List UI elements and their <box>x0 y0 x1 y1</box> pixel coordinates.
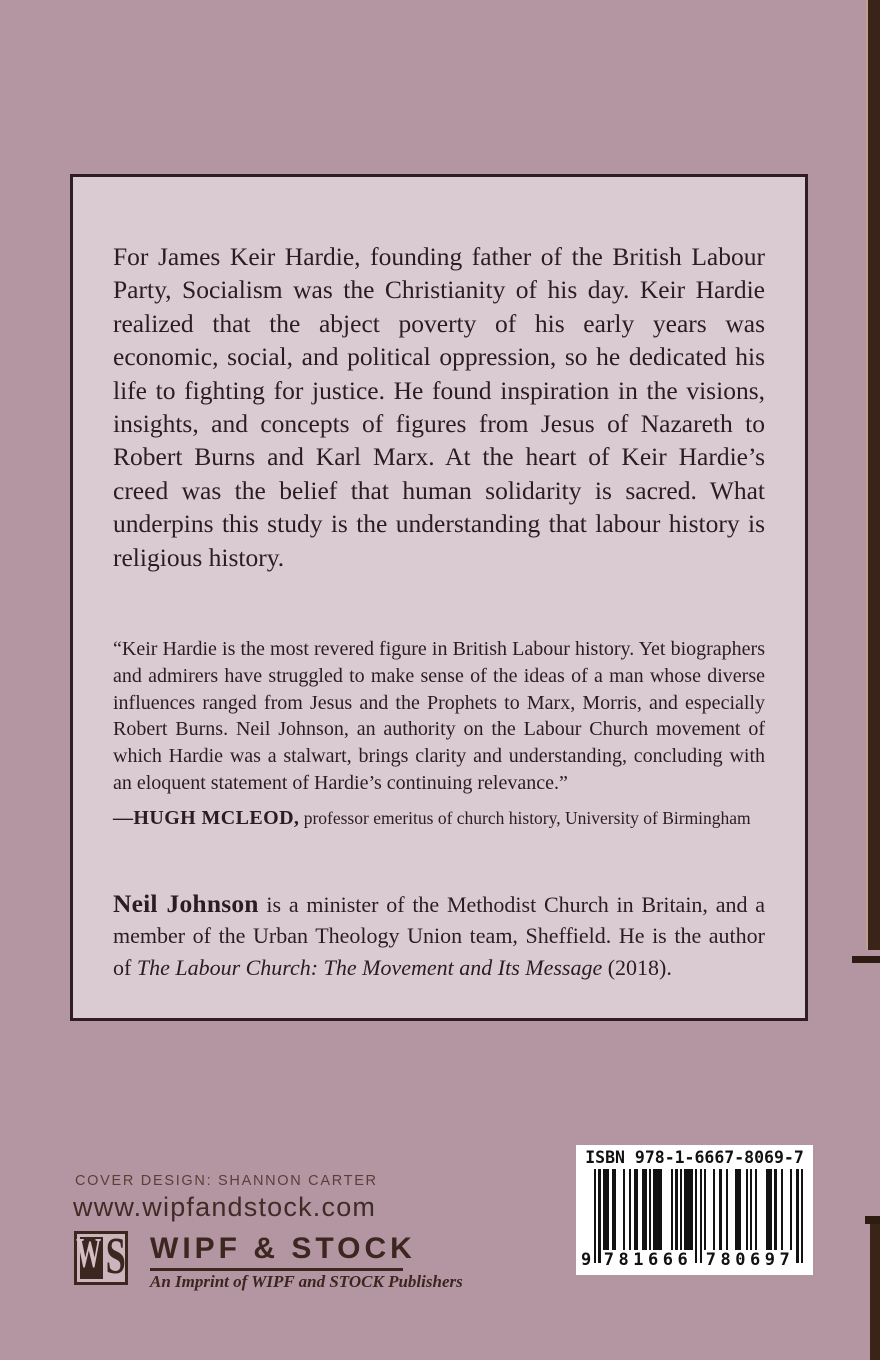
blurb-text: For James Keir Hardie, founding father of the British Labour Party, Socialism was the Christianity of his day. Keir Hardie realized that the abject poverty of his early years was economic, social, and political oppression, so he dedicated his life to fighting for justice. He found inspiration in the visions, insights, and concepts of figures from Jesus of Nazareth to Robert Burns and Karl Marx. At the heart of Keir Hardie’s creed was the belief that human solidarity is sacred. What underpins this study is the understanding that labour history is religious history. <box>113 242 765 572</box>
barcode-bar <box>750 1169 752 1252</box>
author-bio-text-end: (2018). <box>602 954 672 980</box>
blurb-panel <box>70 174 808 1021</box>
barcode-bar <box>781 1169 783 1252</box>
publisher-website: www.wipfandstock.com <box>73 1192 377 1222</box>
barcode-bar <box>746 1169 748 1252</box>
author-name: Neil Johnson <box>113 888 259 918</box>
barcode-bar <box>629 1169 631 1252</box>
isbn-barcode <box>576 1145 813 1275</box>
barcode-bar <box>684 1169 693 1252</box>
barcode-bar <box>642 1169 646 1252</box>
barcode-bar <box>653 1169 662 1252</box>
cover-design-credit: COVER DESIGN: SHANNON CARTER <box>75 1173 378 1189</box>
barcode-bar <box>704 1169 706 1252</box>
imprint-divider <box>150 1268 403 1271</box>
barcode-digit-lead: 9 <box>581 1250 592 1270</box>
barcode-bar <box>755 1169 757 1252</box>
page-edge-dash-top <box>852 956 880 963</box>
barcode-bar <box>634 1169 638 1252</box>
page-edge-strip-top <box>866 0 880 950</box>
barcode-bar <box>735 1169 742 1252</box>
review-attribution-name: —HUGH MCLEOD, <box>113 806 300 829</box>
publisher-name: WIPF & STOCK <box>150 1232 416 1265</box>
book-title: The Labour Church: The Movement and Its Message <box>136 954 603 980</box>
barcode-digits-right: 780697 <box>705 1250 795 1270</box>
barcode-digits <box>581 1247 803 1273</box>
barcode-bar <box>713 1169 715 1252</box>
barcode-bar <box>766 1169 773 1252</box>
publisher-block <box>150 1234 463 1292</box>
review-attribution-role: professor emeritus of church history, University of Birmingham <box>299 807 751 828</box>
barcode-bar <box>680 1169 682 1252</box>
barcode-bar <box>726 1169 728 1252</box>
barcode-bar <box>719 1169 721 1252</box>
barcode-bar <box>623 1169 625 1252</box>
barcode-bar <box>612 1169 616 1252</box>
isbn-label: ISBN 978-1-6667-8069-7 <box>585 1148 804 1167</box>
wipf-stock-logo <box>74 1228 128 1285</box>
barcode-bar <box>675 1169 677 1252</box>
logo-monogram-s: S <box>105 1228 126 1285</box>
barcode-bar <box>774 1169 776 1252</box>
barcode-digits-left: 781666 <box>603 1250 693 1270</box>
imprint-line: An Imprint of WIPF and STOCK Publishers <box>150 1272 463 1291</box>
page-edge-strip-bottom <box>870 1222 880 1360</box>
barcode-bar <box>649 1169 651 1252</box>
page-edge-dash-bottom <box>865 1216 880 1224</box>
author-bio <box>113 888 765 984</box>
barcode-bar <box>790 1169 792 1252</box>
author-bio-text: is a minister of the Methodist Church in Britain, and a member of the Urban Theology Union team, Sheffield. He is the author of <box>113 891 765 980</box>
review-attribution <box>113 806 765 830</box>
logo-monogram-w: W <box>76 1231 102 1277</box>
barcode-bar <box>671 1169 673 1252</box>
review-quote: “Keir Hardie is the most revered figure in British Labour history. Yet biographers and admirers have struggled to make sense of the ideas of a man whose diverse influences ranged from Jesus and the Prophets to Marx, Morris, and especially Robert Burns. Neil Johnson, an authority on the Labour Church movement of which Hardie was a stalwart, brings clarity and understanding, concluding with an eloquent statement of Hardie’s continuing relevance.” <box>113 638 765 795</box>
barcode-bar <box>603 1169 610 1252</box>
